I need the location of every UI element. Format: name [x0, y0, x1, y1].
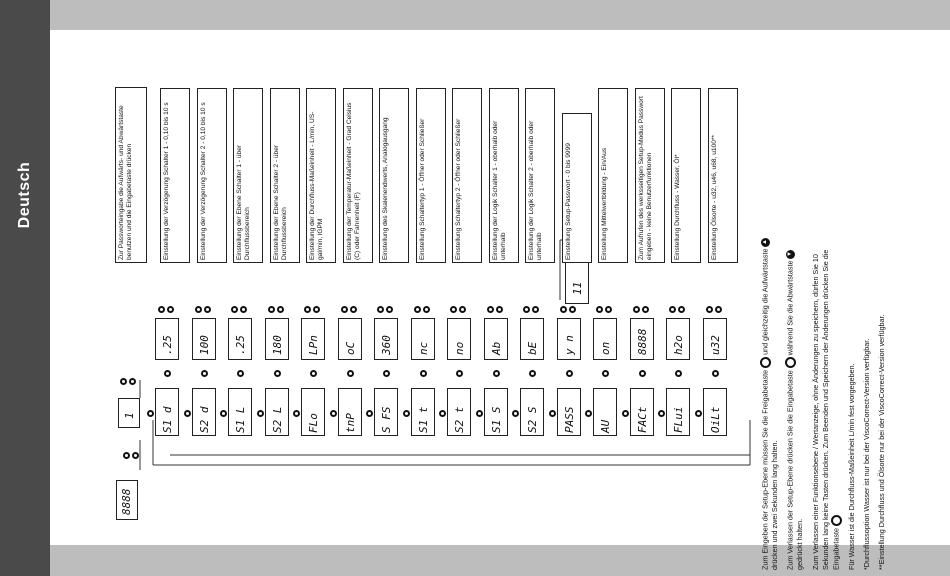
menu-description-box [562, 113, 592, 263]
next-button-icon [147, 410, 154, 417]
menu-description-box [489, 88, 519, 263]
menu-code-display [484, 388, 508, 436]
notes-line-5 [811, 254, 820, 570]
menu-description-box [306, 88, 336, 263]
next-button-icon [658, 410, 665, 417]
menu-value-text: oC [343, 341, 357, 355]
menu-code-display [447, 388, 471, 436]
down-button-icon [569, 306, 576, 313]
menu-code-display [593, 388, 617, 436]
menu-code-text: S FS [380, 406, 393, 433]
menu-code-text: S1 t [416, 406, 430, 433]
menu-value-text: no [453, 341, 466, 355]
menu-description-box [598, 88, 628, 263]
enter-button-icon [164, 370, 171, 377]
down-button-icon [277, 306, 284, 313]
menu-value-display [301, 318, 325, 360]
next-button-icon [293, 410, 300, 417]
menu-code-display [374, 388, 398, 436]
down-button-icon [423, 306, 430, 313]
enter-button-icon [529, 370, 536, 377]
menu-description: Einstellung Durchfluss - Wasser, Öl* [674, 154, 681, 260]
menu-description: Einstellung des Skalenendwerts, Analogausgang [382, 117, 389, 260]
menu-code-display [192, 388, 216, 436]
down-button-icon [715, 306, 722, 313]
next-button-icon [512, 410, 519, 417]
down-button-icon [532, 306, 539, 313]
menu-description: Einstellung Setup-Passwort - 0 bis 9999 [564, 143, 572, 260]
menu-value-text: 8888 [635, 328, 649, 355]
password-value-text: 11 [570, 281, 584, 295]
up-arrow-icon [120, 378, 127, 385]
enter-button-icon [310, 370, 317, 377]
menu-value-display [374, 318, 398, 360]
menu-value-text: u32 [708, 335, 722, 355]
next-button-icon [476, 410, 483, 417]
menu-value-text: 360 [380, 335, 393, 355]
menu-value-display [703, 318, 727, 360]
menu-description-box [416, 88, 446, 263]
down-button-icon [678, 306, 685, 313]
menu-value-display [155, 318, 179, 360]
note-3c: Eingabetaste [831, 528, 841, 570]
enter-button-icon [383, 370, 390, 377]
first-display [118, 398, 140, 428]
down-button-icon [204, 306, 211, 313]
menu-description: Einstellung der Ebene Schalter 2 - über Durchflussbereich [272, 144, 288, 260]
enter-button-icon [237, 370, 244, 377]
menu-code-display [265, 388, 289, 436]
menu-code-text: OiLt [708, 406, 722, 433]
enter-arrow-icon [129, 378, 136, 385]
next-button-icon [622, 410, 629, 417]
menu-code-display [228, 388, 252, 436]
menu-value-display [411, 318, 435, 360]
menu-description: Einstellung der Ebene Schalter 1 - über Durchflussbereich [236, 144, 251, 260]
down-button-icon [605, 306, 612, 313]
start-display-text: 8888 [120, 488, 133, 515]
menu-code-text: PASS [562, 406, 576, 433]
down-button-icon [240, 306, 247, 313]
notes-line-8 [847, 363, 856, 570]
note-3b: Sekunden lang keine Tasten drücken. Zum Beenden und Speichern der Änderungen drücken Sie die [821, 249, 830, 570]
menu-code-display [155, 388, 179, 436]
down-button-icon [459, 306, 466, 313]
next-button-icon [585, 410, 592, 417]
note-2c: gedrückt halten. [795, 518, 804, 570]
menu-code-text: S2 d [197, 406, 211, 433]
next-button-icon [439, 410, 446, 417]
menu-code-text: S2 S [526, 406, 539, 433]
up-button-icon [414, 306, 421, 313]
menu-description: Einstellung Ölsorte - u32, u46, u68, u100** [710, 135, 718, 260]
menu-value-text: on [599, 341, 612, 355]
menu-description-box [233, 88, 263, 263]
menu-code-display [338, 388, 362, 436]
language-label: Deutsch [16, 161, 33, 229]
menu-description-box [635, 88, 665, 263]
menu-code-display [557, 388, 581, 436]
down-button-icon [167, 306, 174, 313]
menu-description: Einstellung der Temperatur-Maßeinheit - Grad Celsius (C) oder Fahrenheit (F) [345, 102, 361, 260]
enter-key-icon-2 [831, 515, 842, 526]
menu-description-box [525, 88, 555, 263]
notes-line-4 [795, 519, 804, 570]
menu-description: Einstellung der Verzögerung Schalter 1 - 0,10 bis 10 s [163, 102, 170, 260]
notes-line-7 [831, 515, 842, 570]
up-button-icon [132, 452, 139, 459]
down-key-icon: ▼ [787, 251, 793, 257]
menu-code-display [301, 388, 325, 436]
up-button-icon [487, 306, 494, 313]
note-3a: Zum Verlassen einer Funktionsebene / Wertanzeige, ohne Änderungen zu speichern, dürfen Sie 10 [811, 254, 820, 570]
menu-code-text: S1 L [234, 406, 247, 433]
menu-value-text: bE [526, 341, 539, 355]
down-button-icon [496, 306, 503, 313]
menu-description-box [379, 88, 409, 263]
up-button-icon [268, 306, 275, 313]
up-button-icon [195, 306, 202, 313]
password-value-display [565, 262, 589, 304]
notes-line-2 [770, 441, 779, 570]
up-button-icon [450, 306, 457, 313]
next-button-icon [549, 410, 556, 417]
up-button-icon [231, 306, 238, 313]
enter-button-icon [347, 370, 354, 377]
next-button-icon [184, 410, 191, 417]
menu-value-display [338, 318, 362, 360]
menu-description: Einstellung der Logik Schalter 2 - oberhalb oder unterhalb [528, 120, 543, 260]
menu-value-display [192, 318, 216, 360]
menu-description-box [708, 88, 738, 263]
note-2b: während Sie die Abwärtstaste [785, 260, 795, 356]
enter-button-icon [493, 370, 500, 377]
enter-key-icon [785, 357, 796, 368]
up-button-icon [633, 306, 640, 313]
up-button-icon [377, 306, 384, 313]
menu-description: Zum Aufrufen des werksseitigen Setup-Modus Passwort eingeben - keine Benutzerfunktionen [637, 96, 653, 260]
menu-value-text: h2o [672, 335, 685, 355]
menu-description: Einstellung der Durchfluss-Maßeinheit - L/min, US-gal/min, lGPM [309, 111, 324, 260]
up-button-icon [523, 306, 530, 313]
enable-button-icon [123, 452, 130, 459]
menu-value-display [520, 318, 544, 360]
menu-value-text: y n [562, 335, 576, 355]
menu-value-text: .25 [161, 335, 174, 355]
menu-value-text: 180 [270, 335, 284, 355]
menu-description-box [671, 88, 701, 263]
enter-button-icon [639, 370, 646, 377]
start-display [116, 480, 138, 520]
up-button-icon [669, 306, 676, 313]
up-button-icon [158, 306, 165, 313]
menu-description: Einstellung Schaltertyp 1 - Öffner oder Schließer [418, 118, 426, 260]
up-button-icon [706, 306, 713, 313]
menu-description-box [270, 88, 300, 263]
note-1a: Zum Eingeben der Setup-Ebene müssen Sie die Freigabetaste [760, 369, 770, 570]
menu-code-display [411, 388, 435, 436]
next-button-icon [695, 410, 702, 417]
menu-code-text: AU [599, 419, 612, 433]
menu-value-display [484, 318, 508, 360]
notes-line-9 [862, 339, 871, 570]
menu-value-text: .25 [234, 335, 247, 355]
up-button-icon [596, 306, 603, 313]
note-6: **Einstellung Durchfluss und Ölsorte nur bei der ViscoCorrect-Version verfügbar. [877, 314, 886, 570]
menu-code-text: tnP [343, 413, 357, 433]
next-button-icon [330, 410, 337, 417]
next-button-icon [257, 410, 264, 417]
menu-value-display [630, 318, 654, 360]
enter-button-icon [420, 370, 427, 377]
down-button-icon [642, 306, 649, 313]
menu-code-display [666, 388, 690, 436]
menu-code-text: S2 L [270, 406, 284, 433]
menu-value-text: LPn [307, 335, 320, 355]
down-button-icon [386, 306, 393, 313]
menu-code-text: FACt [635, 406, 649, 433]
menu-value-display [228, 318, 252, 360]
enter-button-icon [602, 370, 609, 377]
menu-code-text: FLo [307, 413, 320, 433]
notes-line-6 [821, 250, 830, 570]
menu-code-display [520, 388, 544, 436]
menu-code-text: S2 t [453, 406, 466, 433]
menu-value-display [593, 318, 617, 360]
menu-description: Einstellung der Verzögerung Schalter 2 - 0,10 bis 10 s [199, 102, 207, 260]
notes-line-10 [877, 314, 886, 570]
down-button-icon [313, 306, 320, 313]
enter-button-icon [274, 370, 281, 377]
up-button-icon [304, 306, 311, 313]
intro-description: Zur Passworteingabe die Aufwärts- und Abwärtstaste benutzen und die Eingabetaste drücken [118, 105, 133, 260]
note-2a: Zum Verlassen der Setup-Ebene drücken Sie die Eingabetaste [785, 370, 795, 570]
menu-value-display [557, 318, 581, 360]
first-display-text: 1 [123, 412, 136, 419]
enter-button-icon [712, 370, 719, 377]
note-1c: drücken und zwei Sekunden lang halten. [770, 440, 779, 570]
up-key-icon: ▲ [762, 239, 768, 246]
note-1b: und gleichzeitig die Aufwärtstaste [760, 248, 770, 355]
menu-description-box [452, 88, 482, 263]
menu-value-text: 100 [197, 335, 211, 355]
menu-value-display [666, 318, 690, 360]
menu-description: Einstellung der Logik Schalter 1 - oberhalb oder unterhalb [491, 120, 507, 260]
up-button-icon [341, 306, 348, 313]
note-5: *Durchflussoption Wasser ist nur bei der ViscoCorrect-Version verfügbar. [862, 338, 871, 570]
intro-description-box [115, 87, 147, 263]
note-4: Für Wasser ist die Durchfluss-Maßeinheit L/min fest vorgegeben. [847, 363, 856, 570]
menu-value-display [447, 318, 471, 360]
menu-description: Einstellung Schaltertyp 2 - Öffner oder Schließer [455, 118, 462, 260]
next-button-icon [366, 410, 373, 417]
menu-value-text: Ab [489, 341, 503, 355]
menu-description-box [197, 88, 227, 263]
down-button-icon [350, 306, 357, 313]
menu-description-box [160, 88, 190, 263]
menu-code-display [703, 388, 727, 436]
next-button-icon [403, 410, 410, 417]
enable-key-icon [760, 357, 771, 368]
enter-button-icon [566, 370, 573, 377]
menu-description: Einstellung Mittelwertbildung - Ein/Aus [601, 147, 608, 260]
menu-code-text: FLui [672, 406, 685, 433]
enter-button-icon [675, 370, 682, 377]
up-button-icon [560, 306, 567, 313]
menu-code-display [630, 388, 654, 436]
menu-code-text: S1 S [489, 406, 503, 433]
menu-value-text: nc [416, 341, 430, 355]
menu-value-display [265, 318, 289, 360]
menu-description-box [343, 88, 373, 263]
next-button-icon [220, 410, 227, 417]
enter-button-icon [456, 370, 463, 377]
menu-code-text: S1 d [161, 406, 174, 433]
enter-button-icon [201, 370, 208, 377]
